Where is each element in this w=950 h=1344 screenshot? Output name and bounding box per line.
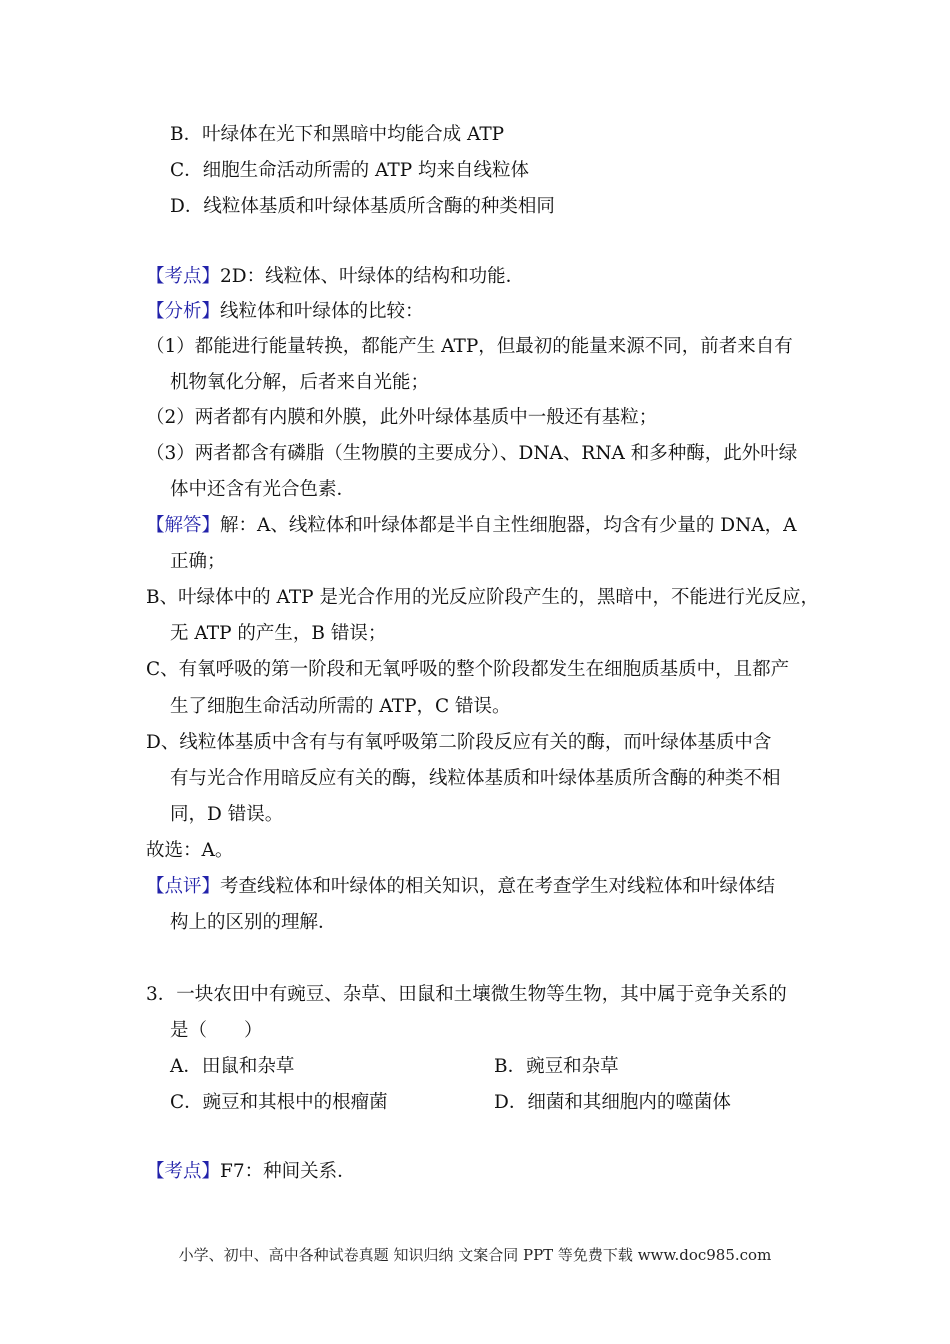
fenxi-text: 线粒体和叶绿体的比较： — [220, 301, 424, 322]
analysis-2: （2）两者都有内膜和外膜，此外叶绿体基质中一般还有基粒； — [146, 407, 658, 428]
jieda-b2: 无 ATP 的产生，B 错误； — [170, 623, 387, 644]
jieda-d1: D、线粒体基质中含有与有氧呼吸第二阶段反应有关的酶，而叶绿体基质中含 — [146, 732, 772, 753]
dianping-1: 考查线粒体和叶绿体的相关知识，意在考查学生对线粒体和叶绿体结 — [220, 876, 776, 897]
q3-kaodian-tag: 【考点】 — [146, 1161, 221, 1182]
analysis-3b: 体中还含有光合色素． — [170, 479, 356, 500]
option-c-prev: C．细胞生命活动所需的 ATP 均来自线粒体 — [170, 160, 530, 181]
jieda-c1: C、有氧呼吸的第一阶段和无氧呼吸的整个阶段都发生在细胞质基质中，且都产 — [146, 659, 790, 680]
q3-stem-2: 是（ ） — [170, 1020, 263, 1041]
jieda-row — [146, 514, 797, 538]
q3-option-d: D．细菌和其细胞内的噬菌体 — [494, 1092, 731, 1113]
answer: 故选：A。 — [146, 840, 234, 861]
q3-stem-1: 3．一块农田中有豌豆、杂草、田鼠和土壤微生物等生物，其中属于竞争关系的 — [146, 984, 787, 1005]
jieda-a1: 解：A、线粒体和叶绿体都是半自主性细胞器，均含有少量的 DNA，A — [220, 515, 797, 536]
page-footer: 小学、初中、高中各种试卷真题 知识归纳 文案合同 PPT 等免费下载 www.doc985.com — [178, 1246, 772, 1264]
jieda-a2: 正确； — [170, 551, 226, 572]
jieda-b1: B、叶绿体中的 ATP 是光合作用的光反应阶段产生的，黑暗中，不能进行光反应， — [146, 587, 819, 608]
dianping-row — [146, 875, 775, 899]
jieda-c2: 生了细胞生命活动所需的 ATP，C 错误。 — [170, 696, 511, 717]
kaodian-tag: 【考点】 — [146, 266, 221, 287]
jieda-d3: 同，D 错误。 — [170, 804, 284, 825]
dianping-2: 构上的区别的理解． — [170, 912, 337, 933]
q3-kaodian-row — [146, 1160, 356, 1184]
jieda-tag: 【解答】 — [146, 515, 221, 536]
analysis-1b: 机物氧化分解，后者来自光能； — [170, 372, 430, 393]
fenxi-row — [146, 300, 424, 324]
jieda-d2: 有与光合作用暗反应有关的酶，线粒体基质和叶绿体基质所含酶的种类不相 — [170, 768, 781, 789]
analysis-1a: （1）都能进行能量转换，都能产生 ATP，但最初的能量来源不同，前者来自有 — [146, 336, 793, 357]
kaodian-row — [146, 265, 524, 289]
option-b-prev: B．叶绿体在光下和黑暗中均能合成 ATP — [170, 124, 505, 145]
q3-option-a: A．田鼠和杂草 — [170, 1056, 295, 1077]
q3-option-b: B．豌豆和杂草 — [494, 1056, 619, 1077]
option-d-prev: D．线粒体基质和叶绿体基质所含酶的种类相同 — [170, 196, 555, 217]
q3-kaodian-text: F7：种间关系． — [220, 1161, 356, 1182]
fenxi-tag: 【分析】 — [146, 301, 221, 322]
analysis-3a: （3）两者都含有磷脂（生物膜的主要成分）、DNA、RNA 和多种酶，此外叶绿 — [146, 443, 798, 464]
q3-option-c: C．豌豆和其根中的根瘤菌 — [170, 1092, 388, 1113]
kaodian-text: 2D：线粒体、叶绿体的结构和功能． — [220, 266, 525, 287]
dianping-tag: 【点评】 — [146, 876, 221, 897]
